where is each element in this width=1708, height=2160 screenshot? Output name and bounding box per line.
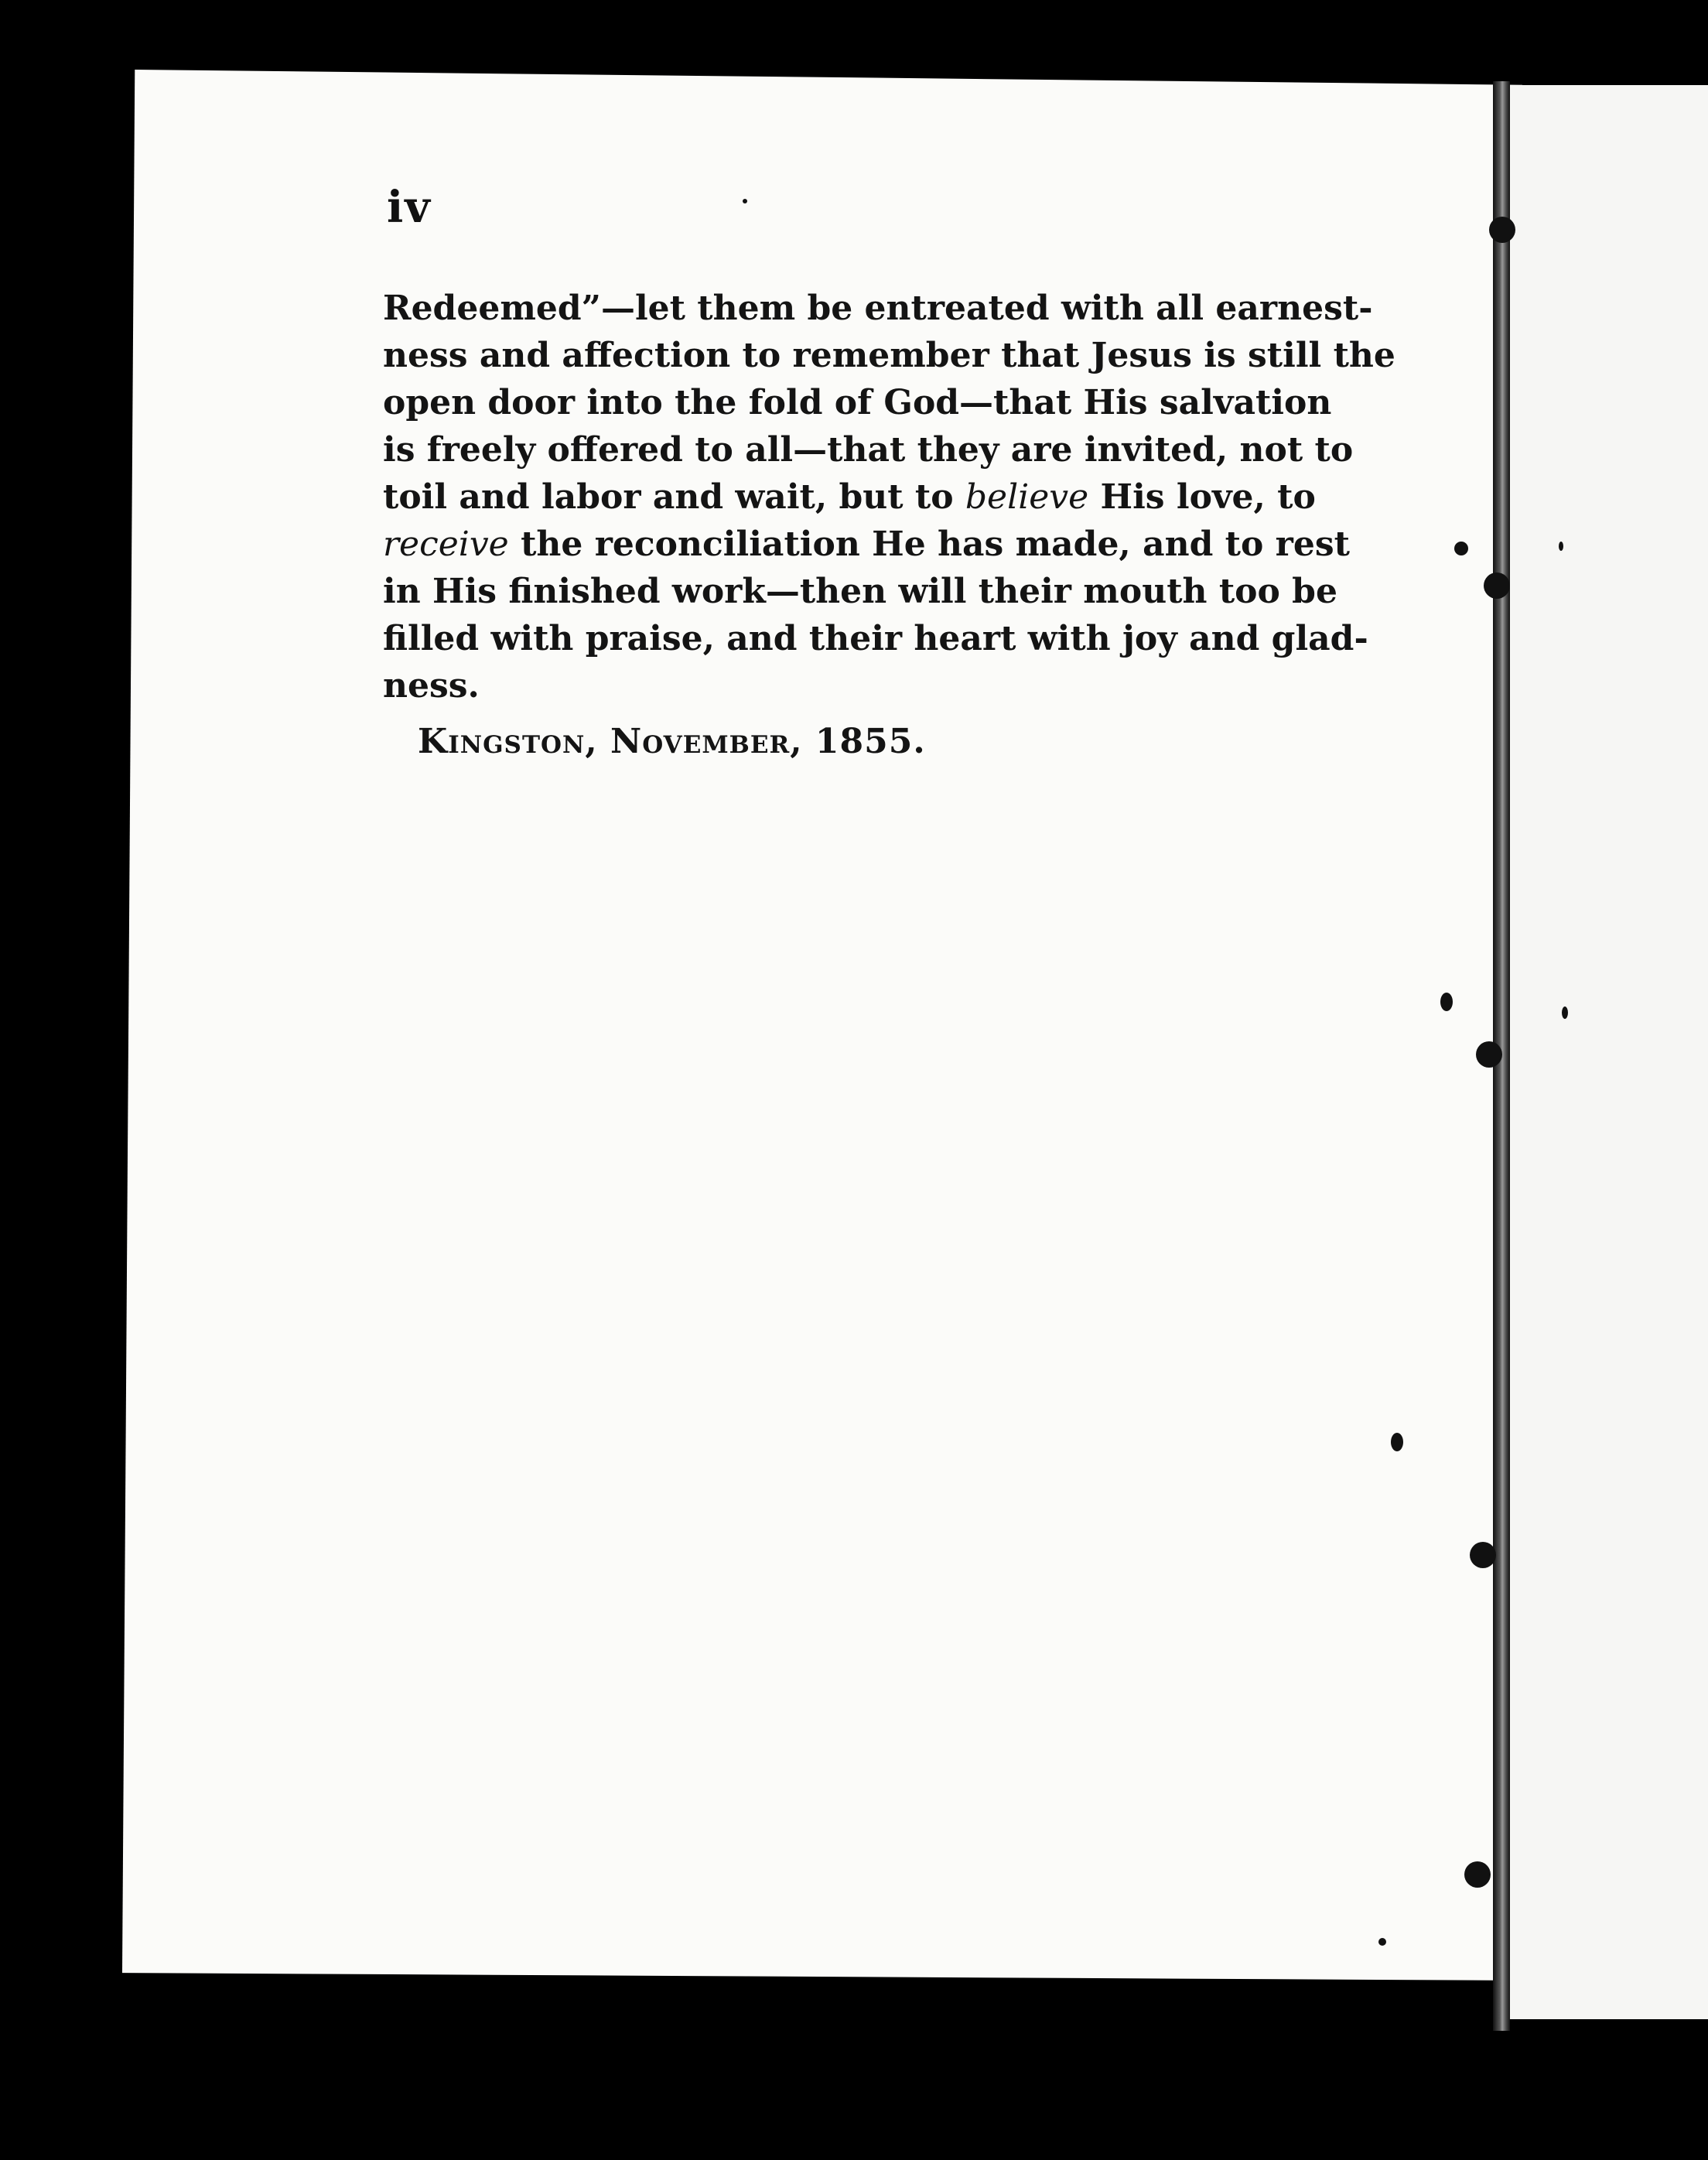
- page-number: iv: [387, 182, 432, 233]
- ink-speck: [743, 199, 747, 203]
- text-line: Redeemed”—let them be entreated with all earnest-: [383, 289, 1373, 328]
- emphasis-believe: believe: [965, 477, 1089, 517]
- text-segment: His love, to: [1100, 477, 1316, 517]
- body-paragraph: [383, 285, 1395, 709]
- binding-stitch: [1489, 217, 1515, 243]
- ink-speck: [1391, 1433, 1403, 1451]
- binding-stitch: [1464, 1861, 1491, 1888]
- text-line: open door into the fold of God—that His salvation: [383, 383, 1332, 422]
- ink-speck: [1440, 993, 1453, 1011]
- ink-speck: [1454, 542, 1468, 555]
- ink-speck: [1378, 1938, 1386, 1946]
- text-line: [383, 521, 1350, 568]
- emphasis-receive: receive: [383, 525, 509, 564]
- facing-page-edge: [1510, 85, 1708, 2019]
- ink-speck: [1562, 1007, 1568, 1019]
- text-line: ness.: [383, 666, 480, 706]
- binding-stitch: [1484, 572, 1510, 599]
- text-line: filled with praise, and their heart with joy and glad-: [383, 619, 1368, 658]
- text-line: ness and affection to remember that Jesus is still the: [383, 336, 1395, 375]
- place-date-signature: Kingston, November, 1855.: [418, 722, 926, 761]
- ink-speck: [1559, 542, 1563, 551]
- text-segment: the reconciliation He has made, and to rest: [521, 525, 1350, 564]
- binding-stitch: [1476, 1041, 1502, 1068]
- binding-stitch: [1470, 1542, 1496, 1568]
- text-line: is freely offered to all—that they are invited, not to: [383, 430, 1354, 470]
- text-line: [383, 473, 1316, 521]
- text-line: in His finished work—then will their mouth too be: [383, 572, 1337, 611]
- text-segment: toil and labor and wait, but to: [383, 477, 954, 517]
